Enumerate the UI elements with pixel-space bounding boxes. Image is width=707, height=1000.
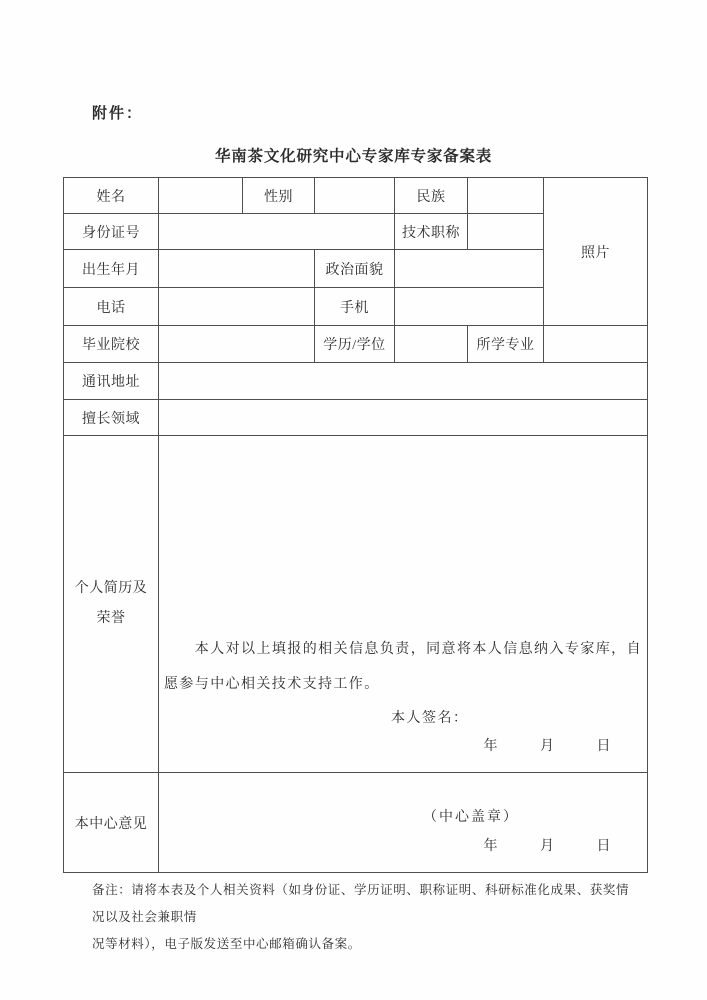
date-year-label: 年 [483,839,498,854]
footer-note [92,877,637,958]
field-label-expertise: 擅长领域 [64,400,159,436]
field-label-resume [64,436,159,773]
field-label-resume-line1: 个人简历及 [74,581,148,596]
signature-date-line [159,732,647,762]
field-label-id-number: 身份证号 [64,214,159,250]
date-day-label: 日 [596,839,611,854]
input-cell-birth-date [159,250,315,288]
date-month-label: 月 [540,739,555,754]
field-label-center-opinion: 本中心意见 [64,773,159,873]
date-month-label: 月 [540,839,555,854]
table-row [64,178,648,214]
input-cell-id-number [159,214,395,250]
table-row [64,400,648,436]
table-row [64,326,648,363]
resume-content-cell [159,436,648,773]
field-label-mobile: 手机 [315,288,395,326]
field-label-technical-title: 技术职称 [395,214,468,250]
date-day-label: 日 [596,739,611,754]
input-cell-phone [159,288,315,326]
input-cell-address [159,363,648,400]
field-label-gender: 性别 [243,178,315,214]
footer-note-line2: 况等材料），电子版发送至中心邮箱确认备案。 [92,937,361,951]
table-row [64,363,648,400]
input-cell-political-status [395,250,544,288]
field-label-birth-date: 出生年月 [64,250,159,288]
center-opinion-cell [159,773,648,873]
input-cell-school [159,326,315,363]
field-label-education: 学历/学位 [315,326,395,363]
declaration-text: 本人对以上填报的相关信息负责，同意将本人信息纳入专家库，自愿参与中心相关技术支持工作。 [164,642,642,692]
signature-label: 本人签名： [391,711,469,726]
center-date-line [159,832,647,862]
input-cell-ethnicity [468,178,544,214]
field-label-major: 所学专业 [468,326,544,363]
input-cell-technical-title [468,214,544,250]
table-row [64,436,648,773]
field-label-political-status: 政治面貌 [315,250,395,288]
field-label-resume-line2: 荣誉 [96,611,126,626]
date-year-label: 年 [483,739,498,754]
attachment-label: 附件： [92,106,144,122]
photo-placeholder-cell: 照片 [544,178,648,326]
center-stamp-label: （中心盖章） [423,810,519,825]
footer-note-line1: 备注：请将本表及个人相关资料（如身份证、学历证明、职称证明、科研标准化成果、获奖情况以及社会兼职情 [92,883,630,924]
input-cell-name [159,178,243,214]
field-label-ethnicity: 民族 [395,178,468,214]
field-label-school: 毕业院校 [64,326,159,363]
field-label-phone: 电话 [64,288,159,326]
table-row [64,773,648,873]
input-cell-gender [315,178,395,214]
input-cell-education [395,326,468,363]
field-label-name: 姓名 [64,178,159,214]
expert-filing-form-table [63,177,648,873]
input-cell-mobile [395,288,544,326]
input-cell-expertise [159,400,648,436]
input-cell-major [544,326,648,363]
page-title: 华南茶文化研究中心专家库专家备案表 [214,148,493,165]
field-label-address: 通讯地址 [64,363,159,400]
